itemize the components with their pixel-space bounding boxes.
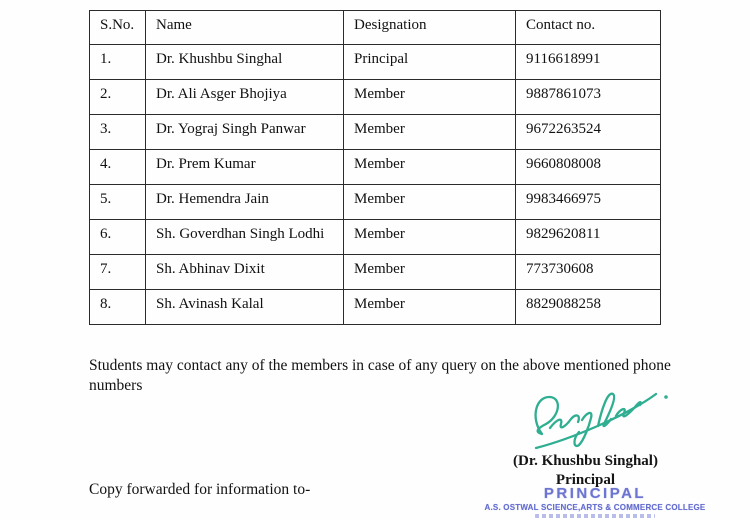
signatory-name: (Dr. Khushbu Singhal) (513, 453, 658, 469)
table-row (90, 185, 661, 220)
cell-contact: 9672263524 (516, 115, 661, 150)
cell-name: Dr. Yograj Singh Panwar (146, 115, 344, 150)
cell-designation: Member (344, 220, 516, 255)
cell-name: Dr. Prem Kumar (146, 150, 344, 185)
cell-name: Dr. Ali Asger Bhojiya (146, 80, 344, 115)
signature-image (526, 384, 676, 456)
cell-contact: 9887861073 (516, 80, 661, 115)
cell-sno: 8. (90, 290, 146, 325)
cell-sno: 3. (90, 115, 146, 150)
stamp-title: PRINCIPAL (543, 485, 647, 502)
table-row (90, 255, 661, 290)
table-row (90, 290, 661, 325)
header-name: Name (146, 11, 344, 45)
cell-sno: 6. (90, 220, 146, 255)
cell-sno: 7. (90, 255, 146, 290)
principal-rubber-stamp (480, 485, 710, 518)
cell-sno: 4. (90, 150, 146, 185)
cell-contact: 9983466975 (516, 185, 661, 220)
table-row (90, 150, 661, 185)
cell-sno: 5. (90, 185, 146, 220)
committee-contact-table (89, 10, 661, 325)
cell-designation: Principal (344, 45, 516, 80)
cell-contact: 773730608 (516, 255, 661, 290)
stamp-clipped-line (535, 514, 655, 518)
cell-designation: Member (344, 255, 516, 290)
students-note: Students may contact any of the members in case of any query on the above mentioned phone numbers (89, 357, 671, 395)
cell-contact: 8829088258 (516, 290, 661, 325)
cell-designation: Member (344, 115, 516, 150)
cell-sno: 1. (90, 45, 146, 80)
header-sno: S.No. (90, 11, 146, 45)
table-row (90, 80, 661, 115)
header-designation: Designation (344, 11, 516, 45)
copy-forwarded-line: Copy forwarded for information to- (89, 481, 311, 498)
cell-name: Sh. Avinash Kalal (146, 290, 344, 325)
cell-name: Sh. Abhinav Dixit (146, 255, 344, 290)
header-contact: Contact no. (516, 11, 661, 45)
cell-designation: Member (344, 150, 516, 185)
cell-contact: 9829620811 (516, 220, 661, 255)
cell-name: Dr. Hemendra Jain (146, 185, 344, 220)
table-row (90, 220, 661, 255)
cell-designation: Member (344, 185, 516, 220)
cell-name: Sh. Goverdhan Singh Lodhi (146, 220, 344, 255)
cell-designation: Member (344, 290, 516, 325)
signatory-block (493, 452, 678, 489)
cell-designation: Member (344, 80, 516, 115)
table-row (90, 115, 661, 150)
cell-name: Dr. Khushbu Singhal (146, 45, 344, 80)
cell-contact: 9116618991 (516, 45, 661, 80)
cell-sno: 2. (90, 80, 146, 115)
signatory-title: Principal (555, 472, 616, 488)
stamp-college: A.S. OSTWAL SCIENCE,ARTS & COMMERCE COLLEGE (484, 502, 706, 513)
table-header-row (90, 11, 661, 45)
cell-contact: 9660808008 (516, 150, 661, 185)
table-row (90, 45, 661, 80)
